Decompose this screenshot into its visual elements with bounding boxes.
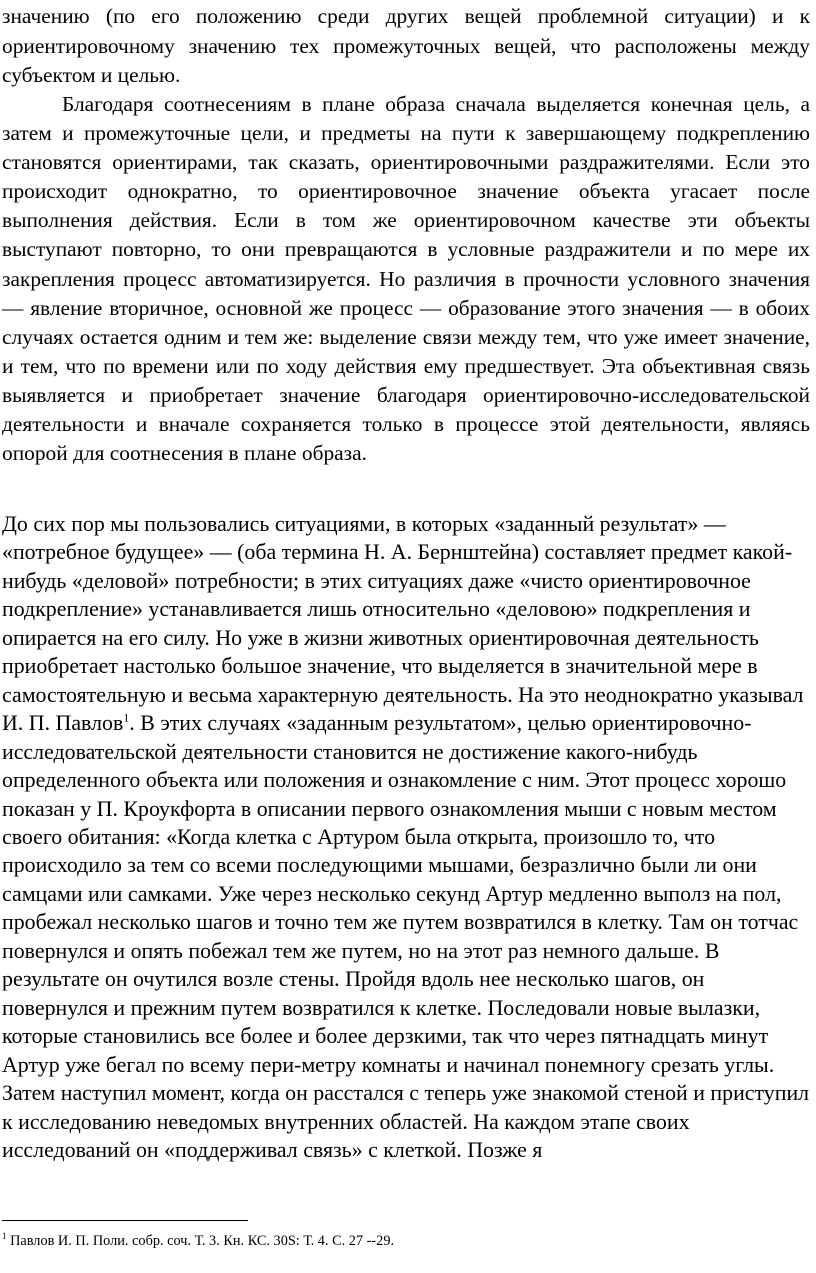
footnote-marker: 1 bbox=[2, 1231, 7, 1242]
paragraph-text-after-reference: . В этих случаях «заданным результатом», целью ориентировочно-исследовательской деятельности становится не достижение какого-нибудь определенного объекта или положения и ознакомление с ним. Этот процесс хорошо показан у П. Кроукфорта в описании первого ознакомления мыши с новым местом своего обитания: «Когда клетка с Артуром была открыта, произошло то, что происходило за тем со всеми последующими мышами, безразлично были ли они самцами или самками. Уже через несколько секунд Артур медленно выполз на пол, пробежал несколько шагов и точно тем же путем возвратился в клетку. Там он тотчас повернулся и опять побежал тем же путем, но на этот раз немного дальше. В результате он очутился возле стены. Пройдя вдоль нее несколько шагов, он повернулся и прежним путем возвратился к клетке. Последовали новые вылазки, которые становились все более и более дерзкими, так что через пятнадцать минут Артур уже бегал по всему пери-метру комнаты и начинал понемногу срезать углы. Затем наступил момент, когда он расстался с теперь уже знакомой стеной и приступил к исследованию неведомых внутренних областей. На каждом этапе своих исследований он «поддерживал связь» с клеткой. Позже я bbox=[2, 710, 810, 1162]
paragraph-orienting-stimuli: Благодаря соотнесениям в плане образа сначала выделяется конечная цель, а затем и промежуточные цели, и предметы на пути к завершающему подкреплению становятся ориентирами, так сказать, ориентировочными раздражителями. Если это происходит однократно, то ориентировочное значение объекта угасает после выполнения действия. Если в том же ориентировочном качестве эти объекты выступают повторно, то они превращаются в условные раздражители и по мере их закрепления процесс автоматизируется. Но различия в прочности условного значения — явление вторичное, основной же процесс — образование этого значения — в обоих случаях остается одним и тем же: выделение связи между тем, что уже имеет значение, и тем, что по времени или по ходу действия ему предшествует. Эта объективная связь выявляется и приобретает значение благодаря ориентировочно-исследовательской деятельности и вначале сохраняется только в процессе этой деятельности, являясь опорой для соотнесения в плане образа. bbox=[2, 92, 810, 466]
paragraph-orienting-activity bbox=[2, 510, 814, 1164]
footnote-text: Павлов И. П. Поли. собр. соч. Т. 3. Кн. КС. 30S: Т. 4. С. 27 --29. bbox=[6, 1233, 395, 1249]
footnote-reference[interactable]: 1 bbox=[123, 710, 130, 725]
paragraph-continuation: значению (по его положению среди других вещей проблемной ситуации) и к ориентировочному значению тех промежуточных вещей, что расположены между субъектом и целью. bbox=[2, 4, 810, 88]
footnote-separator bbox=[2, 1220, 248, 1221]
paragraph-text-before-reference: До сих пор мы пользовались ситуациями, в которых «заданный результат» — «потребное будущее» — (оба термина Н. А. Бернштейна) составляет предмет какой-нибудь «деловой» потребности; в этих ситуациях даже «чисто ориентировочное подкрепление» устанавливается лишь относительно «деловою» подкрепления и опирается на его силу. Но уже в жизни животных ориентировочная деятельность приобретает настолько большое значение, что выделяется в значительной мере в самостоятельную и весьма характерную деятельность. На это неоднократно указывал И. П. Павлов bbox=[2, 511, 804, 736]
footnote bbox=[2, 1232, 802, 1250]
